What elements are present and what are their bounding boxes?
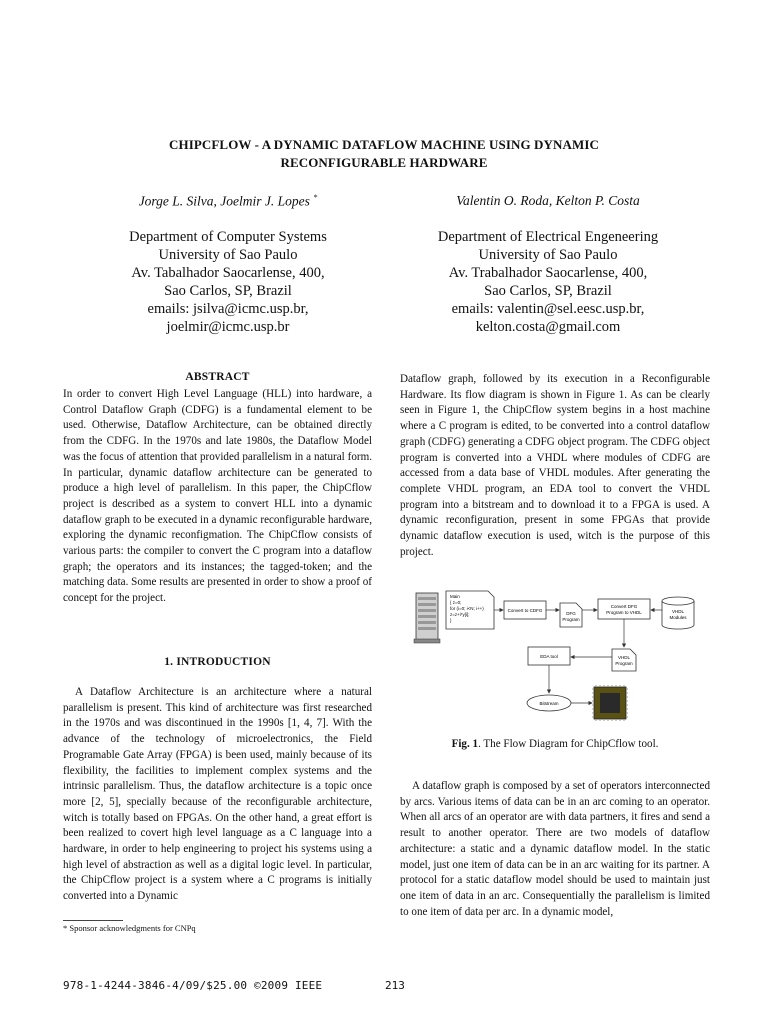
abstract-heading: ABSTRACT [185, 371, 250, 383]
authors-left [63, 193, 393, 210]
author-footnote-mark: * [313, 193, 318, 202]
code-line: Main [450, 594, 460, 599]
page-number: 213 [385, 979, 405, 992]
footer-isbn: 978-1-4244-3846-4/09/$25.00 ©2009 IEEE [63, 979, 323, 992]
right-column-paragraph-1: Dataflow graph, followed by its execution in a Reconfigurable Hardware. Its flow diagram is shown in Figure 1. As can be clearly seen in Figure 1, the ChipCflow system begins in a host machine where a C program is edited, to be converted into a control dataflow graph (CDFG) generating a CDFG object program. The CDFG object program is converted into a VHDL where modules of CDFG are accessed from a data base of VHDL modules. After generating the complete VHDL program, an EDA tool to convert the VHDL program into a bitstream and to download it to a FPGA is used. A dynamic reconfiguration, present in some FPGAs that provide dynamic dataflow execution is used, witch is the purpose of this project. [400, 373, 710, 558]
affil-left-line: Sao Carlos, SP, Brazil [164, 283, 292, 299]
introduction-text: A Dataflow Architecture is an architecture where a natural parallelism is present. This kind of architecture was first researched in the 1970s and was discontinued in the 1990s [1, 4, 7]. With the advance of the technology of microelectronics, the Field Programable Gate Array (FPGA) is been used, mainly because of its flexibility, the facilities to implement complex systems and the intrinsic parallelism. Thus, the dataflow architecture is a topic once more [2, 5], specially because of the reconfigurable architecture, witch is totally based on FPGAs. On the other hand, a great effort is been realized to covert high level language as a C language into a hardware, in order to help engineering to project his systems using a high level of abstraction as well as a digital logic level. In particular, the ChipCflow project is a system where a C programs is initially converted into a Dynamic [63, 686, 372, 903]
affil-right-line: Sao Carlos, SP, Brazil [484, 283, 612, 299]
affil-left-line: Av. Tabalhador Saocarlense, 400, [131, 265, 325, 281]
abstract-text: In order to convert High Level Language (HLL) into hardware, a Control Dataflow Graph (CDFG) is a fundamental element to be used. Otherwise, Dataflow Architecture, can be obtained directly from the CDFG. In the 1970s and late 1980s, the Dataflow Model was the focus of attention that provided parallelism in a natural form. In particular, dynamic dataflow architecture can be generated to produce a high level of parallelism. In this paper, the ChipCflow project is described as a system to convert HLL into a dynamic dataflow graph to be executed in a dynamic reconfigurable hardware, exploring the dynamic reconfigmation. The ChipCflow consists of various parts: the compiler to convert the C program into a dataflow graph; the operators and its instances; the tagged-token; and the matching data. Some results are presented in order to show a proof of concept for the project. [63, 388, 372, 605]
convert-vhdl-label: Program to VHDL [606, 610, 642, 615]
fpga-chip-icon [592, 685, 628, 721]
code-line: { z=0; [450, 600, 462, 605]
figure-caption-text: . The Flow Diagram for ChipCflow tool. [478, 738, 659, 750]
affil-left-line: joelmir@icmc.usp.br [166, 319, 290, 335]
eda-tool-label: EDA tool [540, 654, 558, 659]
code-line: z=z+i*y[i]; [450, 612, 470, 617]
affil-right-line: Department of Electrical Engeneering [437, 229, 659, 245]
introduction-heading: 1. INTRODUCTION [164, 656, 271, 668]
authors-right: Valentin O. Roda, Kelton P. Costa [456, 193, 640, 208]
footnote: * Sponsor acknowledgments for CNPq [63, 923, 196, 933]
affiliation-left [63, 228, 393, 336]
convert-vhdl-box [598, 599, 650, 619]
flow-diagram-figure [400, 585, 710, 725]
figure-caption-label: Fig. 1 [451, 738, 479, 750]
dfg-label: Program [562, 617, 580, 622]
affil-left-line: University of Sao Paulo [158, 247, 298, 263]
affil-left-line: emails: jsilva@icmc.usp.br, [147, 301, 309, 317]
c-code-document [446, 591, 494, 629]
vhdl-program-doc [612, 649, 636, 671]
vhdl-program-label: VHDL [617, 655, 631, 660]
vhdl-modules-label: VHDL [671, 609, 685, 614]
affil-right-line: emails: valentin@sel.eesc.usp.br, [451, 301, 645, 317]
paper-title [0, 136, 768, 172]
title-line-1: CHIPCFLOW - A DYNAMIC DATAFLOW MACHINE USING DYNAMIC [169, 137, 599, 152]
code-line: } [450, 618, 452, 623]
affil-left-line: Department of Computer Systems [129, 229, 327, 245]
vhdl-modules-database [662, 597, 694, 629]
authors-left-names: Jorge L. Silva, Joelmir J. Lopes [138, 193, 310, 209]
convert-vhdl-label: Convert DFG [610, 604, 638, 609]
affil-right-line: Av. Trabalhador Saocarlense, 400, [448, 265, 648, 281]
footnote-rule [63, 920, 123, 921]
affil-right-line: University of Sao Paulo [478, 247, 618, 263]
bitstream-label: Bitstream [539, 701, 559, 706]
figure-caption [400, 738, 710, 750]
code-line: for (i=0; i<N; i++) [450, 606, 484, 611]
vhdl-modules-label: Modules [669, 615, 687, 620]
flow-diagram [400, 585, 710, 725]
affiliation-right [393, 228, 703, 336]
convert-cdfg-label: Convert to CDFG [507, 608, 543, 613]
right-column-paragraph-2: A dataflow graph is composed by a set of operators interconnected by arcs. Various items of data can be in an arc coming to an operator. When all arcs of an operator are with data partners, it fires and send a result to another operator. There are two models of dataflow architecture: a static and a dynamic dataflow model. In the static model, just one item of data can be in an arc waiting for its partner. A protocol for a static dataflow model should be used to maintain just one item of data in an arc. Consequentially the parallelism is limited to one item of data per arc. In a dynamic model, [400, 780, 710, 918]
title-line-2: RECONFIGURABLE HARDWARE [280, 155, 488, 170]
dfg-label: DFG [566, 611, 576, 616]
affil-right-line: kelton.costa@gmail.com [475, 319, 621, 335]
vhdl-program-label: Program [615, 661, 633, 666]
host-computer-icon [414, 593, 440, 643]
